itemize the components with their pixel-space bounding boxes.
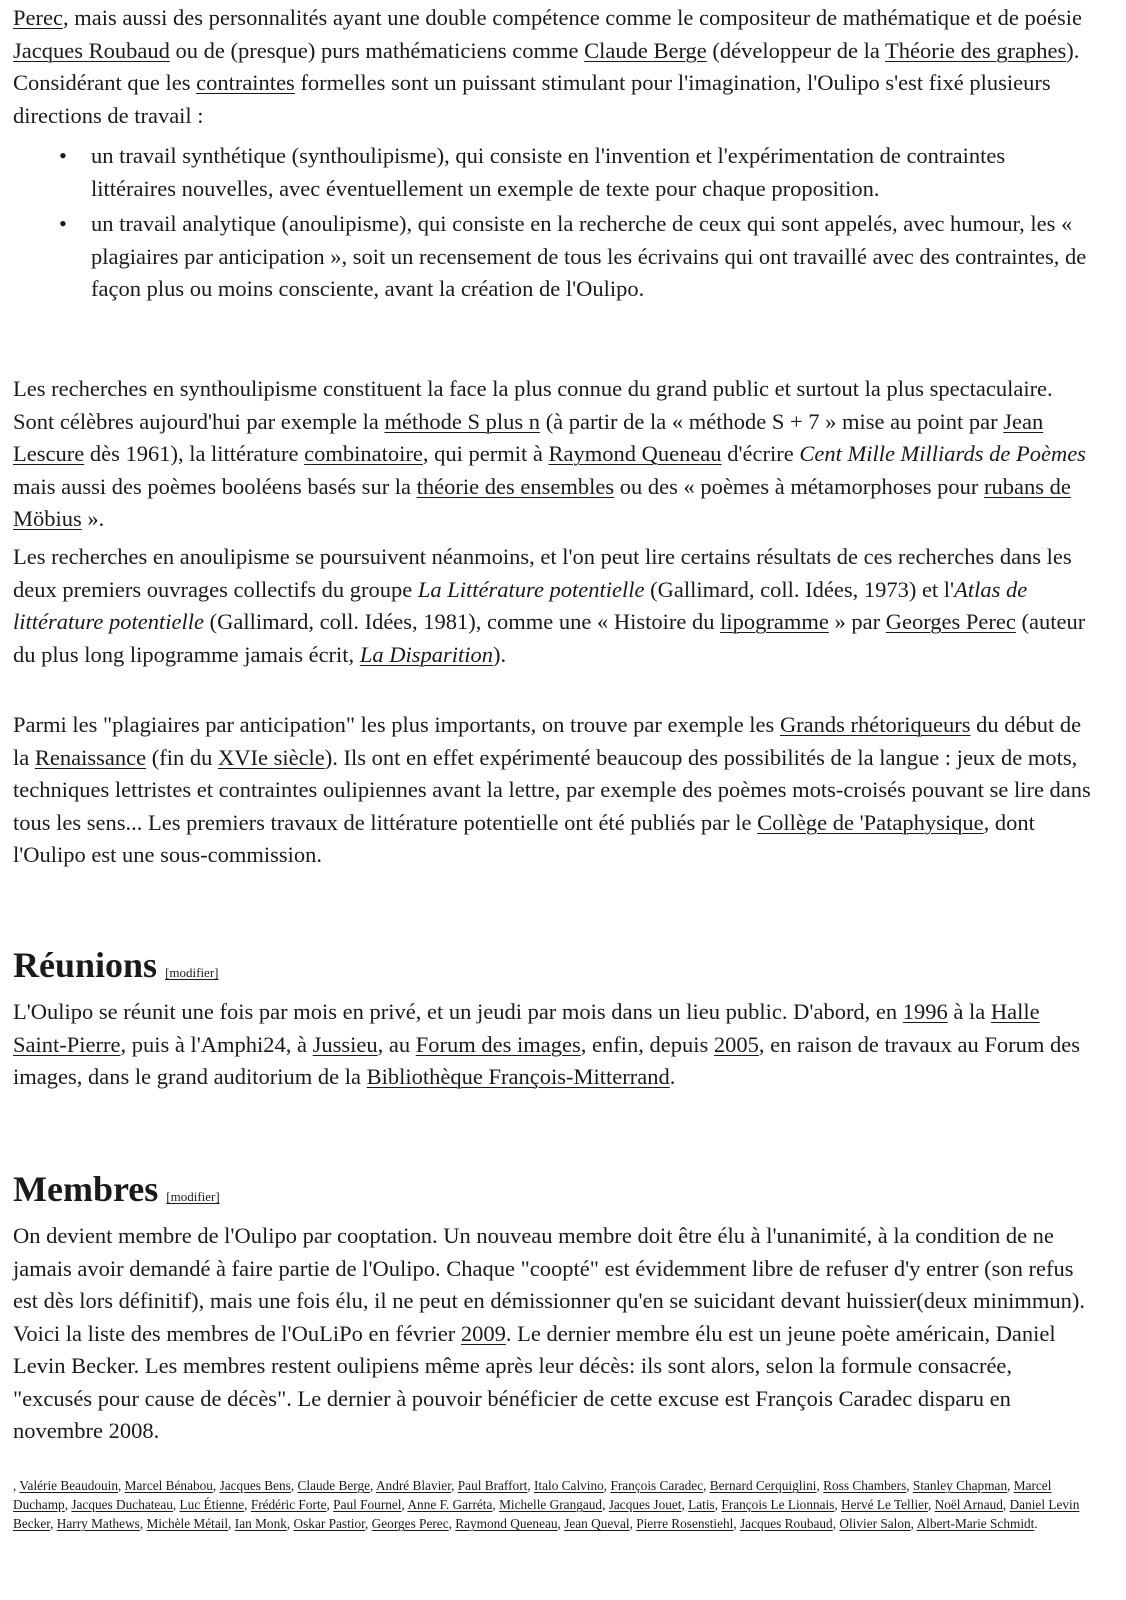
separator: , — [834, 1497, 842, 1512]
text: du début de la — [13, 712, 1082, 770]
member-link[interactable]: Michelle Grangaud — [499, 1497, 603, 1512]
member-link[interactable]: Daniel Levin Becker — [13, 1497, 1080, 1531]
member-link[interactable]: André Blavier — [375, 1478, 452, 1493]
text: ou des « poèmes à métamorphoses pour — [614, 473, 985, 499]
separator: , — [557, 1516, 565, 1531]
work-directions-list — [13, 140, 1093, 306]
separator: , — [733, 1516, 740, 1531]
member-link[interactable]: Oskar Pastior — [293, 1516, 366, 1531]
section-heading-reunions — [13, 945, 218, 993]
member-link[interactable]: Noël Arnaud — [934, 1497, 1003, 1512]
separator: , — [370, 1478, 376, 1493]
edit-section-link — [166, 1189, 219, 1204]
text: ». — [81, 506, 105, 531]
membres-paragraph — [13, 1220, 1093, 1448]
separator: , — [326, 1497, 334, 1512]
link-theorie-des-ensembles[interactable]: théorie des ensembles — [416, 473, 615, 499]
text: Les recherches en anoulipisme se poursuivent néanmoins, et l'on peut lire certains résultats de ces recherches dans les deux premiers ouvrages collectifs du groupe — [13, 544, 1072, 602]
link-jean-lescure[interactable]: Jean Lescure — [13, 408, 1044, 466]
edit-link-membres[interactable]: [modifier] — [166, 1189, 220, 1204]
text: (auteur du plus long lipogramme jamais écrit, — [13, 609, 1086, 667]
edit-section-link — [165, 965, 218, 980]
text: (développeur de la — [706, 37, 886, 63]
separator: , — [602, 1497, 609, 1512]
member-link[interactable]: Ian Monk — [234, 1516, 287, 1531]
separator: , — [527, 1478, 534, 1493]
list-item — [13, 140, 1093, 205]
member-link[interactable]: Marcel Bénabou — [124, 1478, 213, 1493]
member-link[interactable]: Frédéric Forte — [250, 1497, 327, 1512]
separator: , — [629, 1516, 637, 1531]
separator: , — [927, 1497, 935, 1512]
member-link[interactable]: Hervé Le Tellier — [841, 1497, 928, 1512]
link-perec[interactable]: Perec — [13, 5, 63, 30]
members-list — [13, 1476, 1093, 1533]
link-la-disparition[interactable]: La Disparition — [359, 641, 493, 667]
separator: , — [118, 1478, 125, 1493]
book-title: La Littérature potentielle — [417, 576, 645, 602]
member-link[interactable]: Italo Calvino — [533, 1478, 604, 1493]
list-item-text: un travail synthétique (synthoulipisme), qui consiste en l'invention et l'expérimentation de contraintes littéraires nouvelles, avec éventuellement un exemple de texte pour chaque proposition. — [91, 143, 1006, 201]
member-link[interactable]: Harry Mathews — [56, 1516, 140, 1531]
list-lead: , — [13, 1478, 20, 1493]
text: , mais aussi des personnalités ayant une double compétence comme le compositeur de mathématique et de poésie — [62, 5, 1083, 30]
link-2005[interactable]: 2005 — [713, 1031, 759, 1057]
intro-paragraph — [13, 2, 1093, 132]
separator: , — [910, 1516, 917, 1531]
separator: . — [1034, 1516, 1038, 1531]
member-link[interactable]: François Caradec — [610, 1478, 704, 1493]
member-link[interactable]: Bernard Cerquiglini — [709, 1478, 817, 1493]
text: , en raison de travaux au Forum des images, dans le grand auditorium de la — [13, 1031, 1081, 1089]
link-claude-berge[interactable]: Claude Berge — [584, 37, 707, 63]
text: d'écrire — [721, 441, 800, 466]
member-link[interactable]: Paul Fournel — [333, 1497, 402, 1512]
member-link[interactable]: Raymond Queneau — [455, 1516, 558, 1531]
separator: , — [139, 1516, 147, 1531]
separator: , — [212, 1478, 220, 1493]
reunions-paragraph — [13, 996, 1093, 1094]
link-college-de-pataphysique[interactable]: Collège de 'Pataphysique — [757, 809, 984, 835]
link-theorie-des-graphes[interactable]: Théorie des graphes — [885, 37, 1067, 63]
text: , qui permit à — [422, 441, 549, 466]
separator: , — [816, 1478, 824, 1493]
text: (fin du — [146, 744, 218, 770]
separator: , — [714, 1497, 722, 1512]
heading-text: Membres — [13, 1169, 159, 1209]
list-item — [13, 208, 1093, 306]
text: , dont l'Oulipo est une sous-commission. — [13, 809, 1035, 867]
separator: , — [681, 1497, 689, 1512]
link-forum-des-images[interactable]: Forum des images — [415, 1031, 581, 1057]
member-link[interactable]: Jacques Jouet — [608, 1497, 682, 1512]
text: , au — [377, 1031, 416, 1057]
separator: , — [50, 1516, 57, 1531]
member-link[interactable]: Marcel Duchamp — [13, 1478, 1052, 1512]
link-methode-s-plus-n[interactable]: méthode S plus n — [384, 408, 541, 434]
link-1996[interactable]: 1996 — [902, 999, 948, 1024]
text: formelles sont un puissant stimulant pour l'imagination, l'Oulipo s'est fixé plusieurs directions de travail : — [13, 70, 1051, 128]
member-link[interactable]: Jacques Roubaud — [740, 1516, 833, 1531]
separator: , — [451, 1478, 458, 1493]
member-link[interactable]: Luc Étienne — [179, 1497, 245, 1512]
text: Parmi les "plagiaires par anticipation" les plus importants, on trouve par exemple les — [13, 712, 780, 737]
text: à la — [947, 999, 991, 1024]
text: mais aussi des poèmes booléens basés sur la — [13, 473, 417, 499]
bullet-icon: • — [59, 211, 67, 236]
synthoulipisme-paragraph — [13, 373, 1093, 536]
member-link[interactable]: Jacques Bens — [219, 1478, 291, 1493]
separator: , — [228, 1516, 235, 1531]
separator: , — [906, 1478, 913, 1493]
text: (Gallimard, coll. Idées, 1981), comme une « Histoire du — [204, 609, 721, 634]
book-title: Atlas de littérature potentielle — [13, 576, 1028, 634]
text: . — [669, 1064, 676, 1089]
separator: , — [603, 1478, 611, 1493]
separator: , — [365, 1516, 372, 1531]
text: (Gallimard, coll. Idées, 1973) et l' — [644, 576, 955, 602]
bullet-icon: • — [59, 143, 67, 168]
link-lipogramme[interactable]: lipogramme — [720, 609, 829, 634]
member-link[interactable]: Olivier Salon — [839, 1516, 911, 1531]
link-rubans-de-mobius[interactable]: rubans de Möbius — [13, 473, 1071, 531]
link-xvie-siecle[interactable]: XVIe siècle — [217, 744, 325, 770]
separator: , — [1002, 1497, 1010, 1512]
text: Les recherches en synthoulipisme constituent la face la plus connue du grand public et surtout la plus spectaculaire. Sont célèbres aujourd'hui par exemple la — [13, 376, 1053, 434]
link-renaissance[interactable]: Renaissance — [34, 744, 147, 770]
member-link[interactable]: Paul Braffort — [457, 1478, 528, 1493]
member-link[interactable]: Michèle Métail — [146, 1516, 229, 1531]
separator: , — [290, 1478, 298, 1493]
anoulipisme-paragraph — [13, 541, 1093, 671]
member-link[interactable]: Jacques Duchateau — [71, 1497, 173, 1512]
link-bibliotheque-francois-mitterrand[interactable]: Bibliothèque François-Mitterrand — [366, 1064, 670, 1089]
member-link[interactable]: Anne F. Garréta — [407, 1497, 493, 1512]
heading-text: Réunions — [13, 945, 158, 985]
separator: , — [244, 1497, 251, 1512]
separator: , — [832, 1516, 840, 1531]
separator: , — [401, 1497, 408, 1512]
separator: , — [703, 1478, 710, 1493]
link-georges-perec[interactable]: Georges Perec — [885, 609, 1016, 634]
link-jussieu[interactable]: Jussieu — [312, 1031, 378, 1057]
text: , puis à l'Amphi24, à — [120, 1031, 313, 1057]
text: ). Considérant que les — [13, 37, 1080, 95]
member-link[interactable]: Claude Berge — [297, 1478, 371, 1493]
list-item-text: un travail analytique (anoulipisme), qui consiste en la recherche de ceux qui sont appelés, avec humour, les « plagiaires par anticipation », soit un recensement de tous les écrivains qui ont travaillé avec des contraintes, de façon plus ou moins consciente, avant la création de l'Oulipo. — [91, 211, 1087, 301]
member-link[interactable]: Georges Perec — [371, 1516, 449, 1531]
text: . Le dernier membre élu est un jeune poète américain, Daniel Levin Becker. Les membres restent oulipiens même après leur décès: ils sont alors, selon la formule consacrée, "excusés pour cause de décès". Le dernier à pouvoir bénéficier de cette excuse est François Caradec disparu en novembre 2008. — [13, 1320, 1056, 1443]
link-halle-saint-pierre[interactable]: Halle Saint-Pierre — [13, 999, 1040, 1057]
member-link[interactable]: Albert-Marie Schmidt — [916, 1516, 1035, 1531]
link-combinatoire[interactable]: combinatoire — [304, 441, 423, 466]
section-heading-membres — [13, 1169, 220, 1217]
member-link[interactable]: Latis — [688, 1497, 715, 1512]
link-2009[interactable]: 2009 — [460, 1320, 506, 1346]
text: L'Oulipo se réunit une fois par mois en privé, et un jeudi par mois dans un lieu public. D'abord, en — [13, 999, 903, 1024]
separator: , — [448, 1516, 456, 1531]
book-title: Cent Mille Milliards de Poèmes — [799, 441, 1086, 466]
link-contraintes[interactable]: contraintes — [196, 70, 295, 95]
member-link[interactable]: Jean Queval — [564, 1516, 630, 1531]
separator: , — [286, 1516, 294, 1531]
text: ). — [492, 641, 507, 667]
text: ). Ils ont en effet expérimenté beaucoup des possibilités de la langue : jeux de mots, techniques lettristes et contraintes oulipiennes avant la lettre, par exemple des poèmes mots-croisés pouvant se lire dans tous les sens... Les premiers travaux de littérature potentielle ont été publiés par le — [13, 744, 1091, 835]
link-grands-rhetoriqueurs[interactable]: Grands rhétoriqueurs — [779, 712, 971, 737]
plagiaires-paragraph — [13, 709, 1093, 872]
member-link[interactable]: Valérie Beaudouin — [19, 1478, 119, 1493]
member-link[interactable]: Stanley Chapman — [912, 1478, 1008, 1493]
member-link[interactable]: François Le Lionnais — [721, 1497, 835, 1512]
text: dès 1961), la littérature — [84, 441, 305, 466]
text: On devient membre de l'Oulipo par cooptation. Un nouveau membre doit être élu à l'unanimité, à la condition de ne jamais avoir demandé à faire partie de l'Oulipo. Chaque "coopté" est évidemment libre de refuser d'y entrer (son refus est dès lors définitif), mais une fois élu, il ne peut en démissionner qu'en se suicidant devant huissier(deux minimmun). Voici la liste des membres de l'OuLiPo en février — [13, 1223, 1085, 1346]
separator: , — [1007, 1478, 1014, 1493]
separator: , — [492, 1497, 500, 1512]
member-link[interactable]: Pierre Rosenstiehl — [636, 1516, 734, 1531]
link-raymond-queneau[interactable]: Raymond Queneau — [548, 441, 722, 466]
member-link[interactable]: Ross Chambers — [823, 1478, 907, 1493]
edit-link-reunions[interactable]: [modifier] — [165, 965, 219, 980]
text: , enfin, depuis — [580, 1031, 714, 1057]
separator: , — [64, 1497, 72, 1512]
text: ou de (presque) purs mathématiciens comme — [169, 37, 585, 63]
separator: , — [172, 1497, 180, 1512]
text: (à partir de la « méthode S + 7 » mise au point par — [540, 408, 1004, 434]
link-jacques-roubaud[interactable]: Jacques Roubaud — [13, 37, 170, 63]
text: » par — [828, 609, 886, 634]
